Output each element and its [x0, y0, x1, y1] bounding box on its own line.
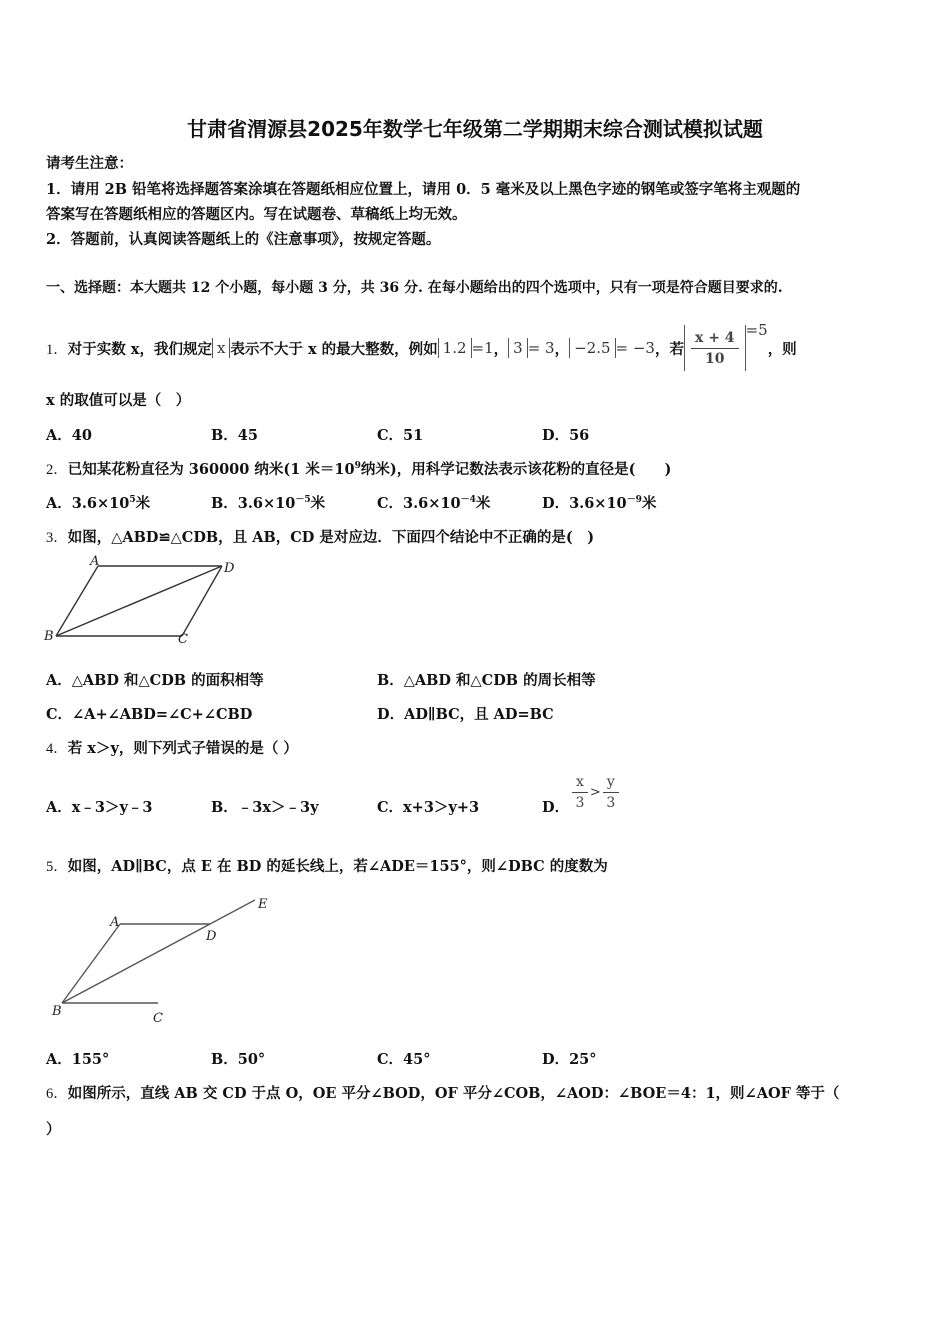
option-b[interactable]: B．△ABD 和△CDB 的周长相等	[377, 672, 596, 689]
option-b[interactable]: B．﹣3x＞﹣3y	[211, 799, 319, 816]
question-text: 如图，AD∥BC，点 E 在 BD 的延长线上，若∠ADE＝155°，则∠DBC 的度数为	[67, 858, 608, 875]
question-text: 表示不大于 x 的最大整数，例如	[230, 340, 438, 358]
figure-parallelogram	[40, 552, 250, 648]
question-number: 6．	[46, 1086, 68, 1102]
point-label-a: A	[110, 915, 120, 930]
option-b[interactable]: B．$3.6\times 10^{-5}$米	[211, 495, 326, 512]
option-c[interactable]: C．∠A+∠ABD=∠C+∠CBD	[46, 706, 253, 723]
option-d[interactable]: D．56	[542, 427, 590, 444]
floor-example: −2.5	[569, 338, 615, 358]
fraction-denominator: 3	[575, 795, 585, 811]
question-1	[46, 321, 797, 371]
notice-line-3: 2．答题前，认真阅读答题纸上的《注意事项》，按规定答题。	[46, 231, 441, 248]
notice-heading: 请考生注意：	[46, 155, 133, 172]
option-b[interactable]: B．45	[211, 427, 258, 444]
question-text: 纳米)，用科学记数法表示该花粉的直径是( )	[360, 461, 672, 478]
question-text: 若 x＞y，则下列式子错误的是（ ）	[67, 740, 298, 757]
relation-sign: >	[589, 785, 601, 800]
separator: ，	[554, 340, 570, 358]
point-label-d: D	[206, 929, 217, 944]
point-label-c: C	[178, 632, 188, 647]
option-c[interactable]: C．51	[377, 427, 424, 444]
point-label-d: D	[224, 561, 235, 576]
option-a[interactable]: A．155°	[46, 1051, 110, 1068]
question-5	[46, 855, 608, 876]
fraction-numerator: x	[572, 772, 588, 793]
point-label-c: C	[153, 1011, 163, 1026]
option-d[interactable]: D．$3.6\times 10^{-9}$米	[542, 495, 657, 512]
option-a[interactable]: A．△ABD 和△CDB 的面积相等	[46, 672, 264, 689]
exponent: 9	[354, 461, 361, 471]
option-c[interactable]: C．x+3＞y+3	[377, 799, 480, 816]
question-number: 5．	[46, 859, 68, 875]
question-text: 如图所示，直线 AB 交 CD 于点 O，OE 平分∠BOD，OF 平分∠COB，∠AOD：∠BOE＝4：1，则∠AOF 等于（	[67, 1085, 840, 1102]
question-number: 2．	[46, 462, 68, 478]
separator: ，	[493, 340, 509, 358]
option-d[interactable]: D．AD∥BC，且 AD=BC	[377, 706, 554, 723]
point-label-e: E	[258, 897, 268, 912]
option-a[interactable]: A．40	[46, 427, 92, 444]
option-a[interactable]: A．$3.6\times 10^5$米	[46, 495, 151, 512]
figure-parallel-lines	[40, 888, 290, 1034]
question-text: 如图，△ABD≌△CDB，且 AB，CD 是对应边．下面四个结论中不正确的是( )	[67, 529, 595, 546]
question-text: 对于实数 x，我们规定	[67, 340, 212, 358]
floor-example: 3	[508, 338, 528, 358]
floor-example-value: = 3	[527, 339, 555, 357]
question-4	[46, 737, 298, 758]
option-d-expression	[572, 772, 619, 813]
question-1-line-2: x 的取值可以是（ ）	[46, 392, 191, 409]
floor-example-value: =1	[471, 339, 494, 357]
point-label-b: B	[52, 1004, 62, 1019]
floor-example-value: = −3	[615, 339, 655, 357]
question-6	[46, 1082, 839, 1103]
question-number: 3．	[46, 530, 68, 546]
question-2	[46, 458, 671, 479]
question-3	[46, 526, 594, 547]
floor-example: 1.2	[438, 338, 472, 358]
fraction-numerator: y	[603, 772, 619, 793]
section-heading: 一、选择题：本大题共 12 个小题，每小题 3 分，共 36 分. 在每小题给出的四个选项中，只有一项是符合题目要求的.	[46, 280, 783, 296]
option-d[interactable]: D．	[542, 799, 570, 816]
question-number: 4．	[46, 741, 68, 757]
separator: ，若	[654, 340, 684, 358]
fraction-value: =5	[745, 321, 768, 339]
option-d[interactable]: D．25°	[542, 1051, 597, 1068]
floor-symbol: x	[212, 338, 230, 358]
option-c[interactable]: C．$3.6\times 10^{-4}$米	[377, 495, 491, 512]
fraction-numerator: x + 4	[691, 328, 739, 349]
option-b[interactable]: B．50°	[211, 1051, 266, 1068]
question-number: 1．	[46, 341, 68, 358]
question-text: 已知某花粉直径为 360000 纳米(1 米＝10	[67, 461, 355, 478]
floor-fraction	[684, 325, 746, 371]
question-6-line-2: ）	[46, 1121, 61, 1138]
notice-line-1: 1．请用 2B 铅笔将选择题答案涂填在答题纸相应位置上，请用 0．5 毫米及以上黑色字迹的钢笔或签字笔将主观题的	[46, 181, 801, 198]
fraction-denominator: 3	[606, 795, 616, 811]
option-a[interactable]: A．x﹣3＞y﹣3	[46, 799, 153, 816]
page-title: 甘肃省渭源县2025年数学七年级第二学期期末综合测试模拟试题	[187, 117, 763, 141]
notice-line-2: 答案写在答题纸相应的答题区内。写在试题卷、草稿纸上均无效。	[46, 206, 467, 223]
option-c[interactable]: C．45°	[377, 1051, 431, 1068]
point-label-b: B	[44, 629, 54, 644]
question-text: ，则	[767, 340, 797, 358]
fraction-denominator: 10	[705, 350, 725, 367]
point-label-a: A	[90, 554, 100, 569]
